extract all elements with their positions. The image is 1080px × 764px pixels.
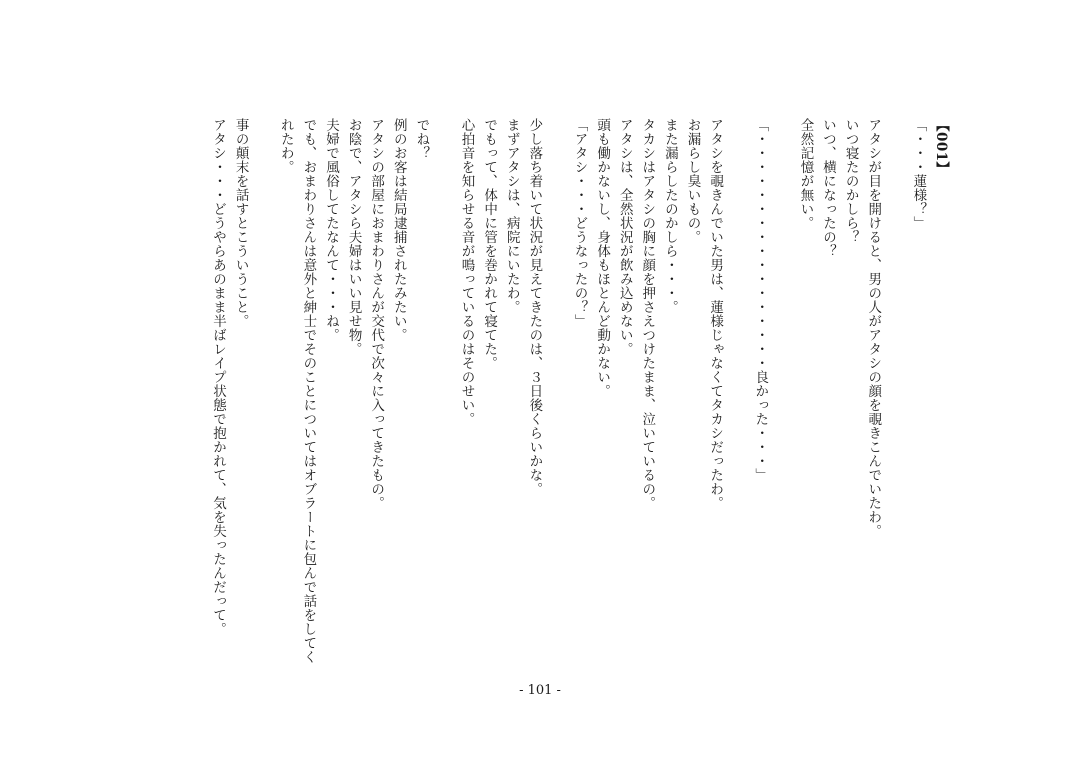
- text-line: いつ、横になったの？: [820, 118, 837, 258]
- text-line: アタシが目を開けると、男の人がアタシの顔を覗きこんでいたわ。: [865, 118, 882, 538]
- text-line: いつ寝たのかしら？: [842, 118, 859, 244]
- text-line: 心拍音を知らせる音が鳴っているのはそのせい。: [458, 118, 475, 426]
- chapter-heading: 【001】: [933, 118, 949, 176]
- blank-line: [432, 118, 455, 663]
- blank-line: [884, 118, 907, 663]
- text-line: 例のお客は結局逮捕されたみたい。: [390, 118, 407, 342]
- text-line: 「アタシ・・・どうなったの？」: [571, 118, 588, 328]
- text-line: でもって、体中に管を巻かれて寝てた。: [481, 118, 498, 370]
- blank-line: [726, 118, 749, 663]
- text-line: 事の顛末を話すとこういうこと。: [232, 118, 249, 328]
- blank-line: [252, 118, 275, 663]
- text-line: 「・・・蓮様？」: [910, 118, 927, 230]
- page-number: - 101 -: [519, 683, 561, 698]
- text-line: 「・・・・・・・・・・・・・・・・・良かった・・・」: [752, 118, 769, 482]
- blank-line: [545, 118, 568, 663]
- text-line: 頭も働かないし、身体もほとんど動かない。: [594, 118, 611, 398]
- blank-line: [771, 118, 794, 663]
- text-line: 全然記憶が無い。: [797, 118, 814, 230]
- text-line: アタシの部屋におまわりさんが交代で次々に入ってきたもの。: [368, 118, 385, 510]
- text-line: でね？: [413, 118, 430, 160]
- text-line: まずアタシは、病院にいたわ。: [503, 118, 520, 314]
- text-line: アタシは、全然状況が飲み込めない。: [616, 118, 633, 356]
- vertical-text-body: [206, 118, 952, 663]
- text-line: 夫婦で風俗してたなんて・・・ね。: [322, 118, 339, 342]
- text-line: また漏らしたのかしら・・・。: [661, 118, 678, 314]
- text-line: でも、おまわりさんは意外と紳士でそのことについてはオブラートに包んで話をしてく: [300, 118, 317, 664]
- text-line: アタシ・・・どうやらあのまま半ばレイプ状態で抱かれて、気を失ったんだって。: [210, 118, 226, 636]
- text-line: 少し落ち着いて状況が見えてきたのは、３日後くらいかな。: [526, 118, 543, 496]
- text-line: れたわ。: [277, 118, 294, 174]
- text-line: お漏らし臭いもの。: [684, 118, 701, 244]
- text-line: アタシを覗きんでいた男は、蓮様じゃなくてタカシだったわ。: [707, 118, 724, 510]
- text-line: タカシはアタシの胸に顔を押さえつけたまま、泣いているの。: [639, 118, 656, 510]
- text-line: お陰で、アタシら夫婦はいい見せ物。: [345, 118, 362, 356]
